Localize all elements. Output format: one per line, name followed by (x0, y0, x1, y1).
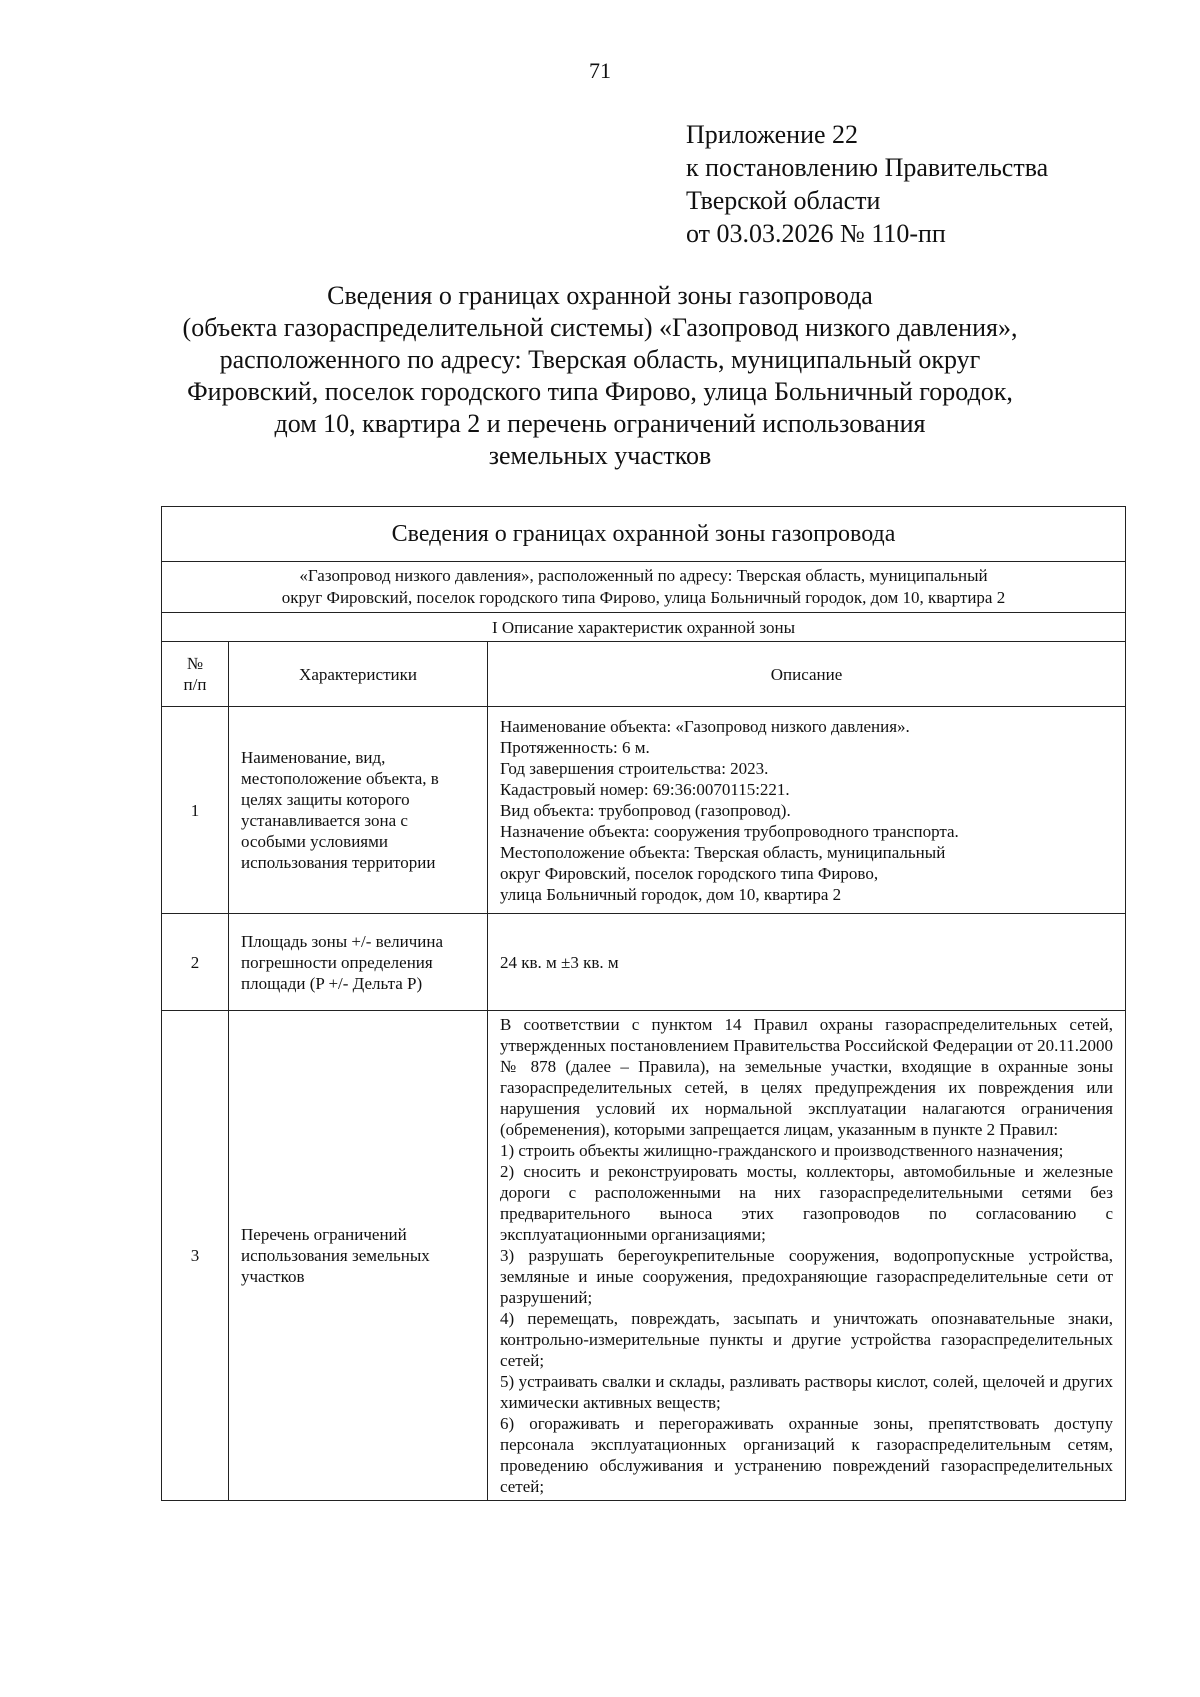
appendix-line: Тверской области (686, 186, 881, 215)
row-number: 1 (162, 707, 229, 914)
description-line: улица Больничный городок, дом 10, квартира 2 (500, 884, 842, 904)
row-number: 2 (162, 914, 229, 1011)
section-heading: I Описание характеристик охранной зоны (162, 613, 1126, 642)
title-line: земельных участков (488, 441, 712, 470)
description-line: Вид объекта: трубопровод (газопровод). (500, 800, 791, 820)
restriction-item: 1) строить объекты жилищно-гражданского и производственного назначения; (500, 1141, 1064, 1160)
page-number: 71 (589, 58, 611, 83)
title-line: расположенного по адресу: Тверская область, муниципальный округ (219, 345, 981, 374)
table-row (162, 1011, 1126, 1501)
restriction-item: 5) устраивать свалки и склады, разливать растворы кислот, солей, щелочей и других химически активных веществ; (500, 1372, 1114, 1412)
title-line: Сведения о границах охранной зоны газопровода (327, 281, 873, 310)
section-row (162, 613, 1126, 642)
row-characteristic: Площадь зоны +/- величина погрешности определения площади (P +/- Дельта P) (229, 914, 488, 1011)
table-subtitle (162, 562, 1126, 613)
description-line: округ Фировский, поселок городского типа Фирово, (500, 863, 879, 883)
row-characteristic: Наименование, вид, местоположение объекта, в целях защиты которого устанавливается зона с особыми условиями использования территории (229, 707, 488, 914)
row-description (488, 1011, 1126, 1501)
row-description (488, 707, 1126, 914)
appendix-line: от 03.03.2026 № 110-пп (686, 219, 946, 248)
table-row (162, 914, 1126, 1011)
description-line: Наименование объекта: «Газопровод низкого давления». (500, 716, 910, 736)
restriction-item: 2) сносить и реконструировать мосты, коллекторы, автомобильные и железные дороги с расположенными на них газораспределительными сетями без предварительного выноса этих газопроводов по согласованию с эксплуатационными организациями; (500, 1162, 1114, 1244)
table-row (162, 707, 1126, 914)
description-line: Год завершения строительства: 2023. (500, 758, 769, 778)
restriction-item: 4) перемещать, повреждать, засыпать и уничтожать опознавательные знаки, контрольно-измерительные пункты и другие устройства газораспределительных сетей; (500, 1309, 1114, 1370)
appendix-line: Приложение 22 (686, 120, 859, 149)
row-description: 24 кв. м ±3 кв. м (488, 914, 1126, 1011)
document-title (150, 280, 1050, 472)
appendix-header (686, 118, 1048, 250)
subtitle-line: округ Фировский, поселок городского типа Фирово, улица Больничный городок, дом 10, квартира 2 (281, 588, 1006, 607)
table-subtitle-row (162, 562, 1126, 613)
header-num-line: п/п (183, 675, 207, 694)
restriction-item: 3) разрушать берегоукрепительные сооружения, водопропускные устройства, земляные и иные сооружения, предохраняющие газораспределительные сети от разрушений; (500, 1246, 1114, 1307)
row-characteristic: Перечень ограничений использования земельных участков (229, 1011, 488, 1501)
table-header-row (162, 642, 1126, 707)
header-num-line: № (186, 654, 204, 673)
title-line: Фировский, поселок городского типа Фирово, улица Больничный городок, (187, 377, 1013, 406)
header-characteristics: Характеристики (229, 642, 488, 707)
description-line: Назначение объекта: сооружения трубопроводного транспорта. (500, 821, 959, 841)
description-line: Протяженность: 6 м. (500, 737, 650, 757)
description-line: Кадастровый номер: 69:36:0070115:221. (500, 779, 790, 799)
restriction-item: 6) огораживать и перегораживать охранные зоны, препятствовать доступу персонала эксплуатационных организаций к газораспределительным сетям, проведению обслуживания и устранению повреждений газораспределительных сетей; (500, 1414, 1114, 1496)
table-title-row (162, 507, 1126, 562)
protection-zone-table (161, 506, 1126, 1501)
title-line: дом 10, квартира 2 и перечень ограничений использования (274, 409, 926, 438)
subtitle-line: «Газопровод низкого давления», расположенный по адресу: Тверская область, муниципальный (299, 566, 988, 585)
header-description: Описание (488, 642, 1126, 707)
row-number: 3 (162, 1011, 229, 1501)
restriction-paragraph: В соответствии с пунктом 14 Правил охраны газораспределительных сетей, утвержденных постановлением Правительства Российской Федерации от 20.11.2000 № 878 (далее – Правила), на земельные участки, входящие в охранные зоны газораспределительных сетей, в целях предупреждения их повреждения или нарушения условий их нормальной эксплуатации налагаются ограничения (обременения), которыми запрещается лицам, указанным в пункте 2 Правил: (500, 1015, 1114, 1139)
header-num (162, 642, 229, 707)
title-line: (объекта газораспределительной системы) «Газопровод низкого давления», (182, 313, 1018, 342)
description-line: Местоположение объекта: Тверская область, муниципальный (500, 842, 946, 862)
table-title: Сведения о границах охранной зоны газопровода (162, 507, 1126, 562)
appendix-line: к постановлению Правительства (686, 153, 1049, 182)
